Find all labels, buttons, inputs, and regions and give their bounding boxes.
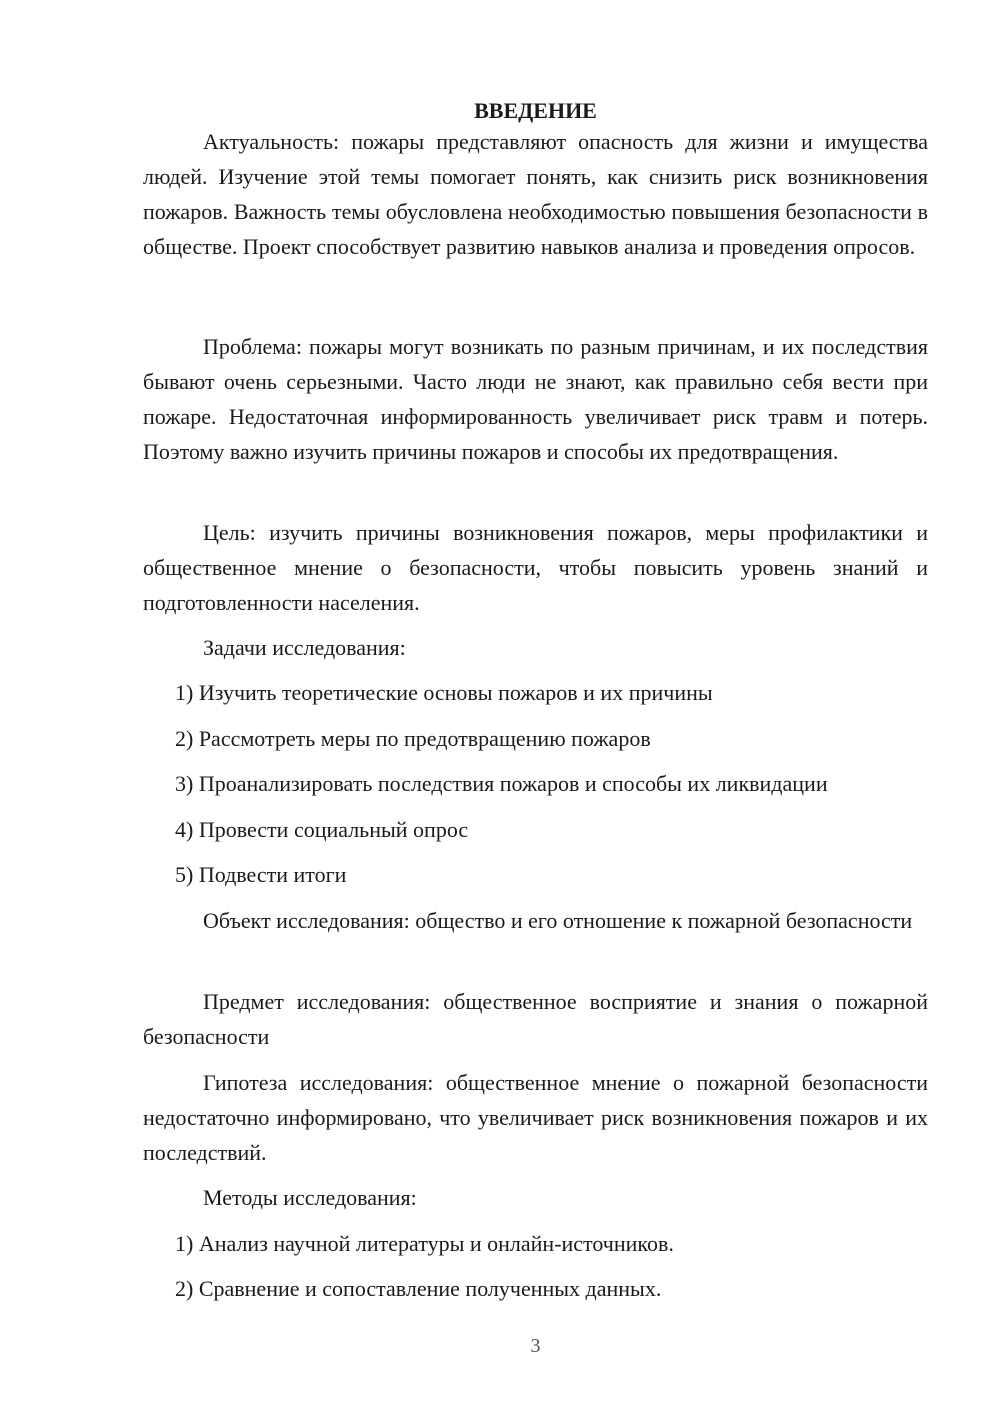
- paragraph-hypothesis: Гипотеза исследования: общественное мнение о пожарной безопасности недостаточно информировано, что увеличивает риск возникновения пожаров и их последствий.: [143, 1070, 928, 1165]
- paragraph-problem: Проблема: пожары могут возникать по разным причинам, и их последствия бывают очень серьезными. Часто люди не знают, как правильно себя вести при пожаре. Недостаточная информированность увеличивает риск травм и потерь. Поэтому важно изучить причины пожаров и способы их предотвращения.: [143, 334, 928, 464]
- task-item-5: 5) Подвести итоги: [175, 862, 347, 887]
- paragraph-subject: Предмет исследования: общественное восприятие и знания о пожарной безопасности: [143, 989, 928, 1049]
- paragraph-goal: Цель: изучить причины возникновения пожаров, меры профилактики и общественное мнение о безопасности, чтобы повысить уровень знаний и подготовленности населения.: [143, 520, 928, 615]
- section-title: ВВЕДЕНИЕ: [474, 98, 597, 123]
- paragraph-object: Объект исследования: общество и его отношение к пожарной безопасности: [203, 908, 913, 933]
- task-item-2: 2) Рассмотреть меры по предотвращению пожаров: [175, 726, 651, 751]
- task-item-4: 4) Провести социальный опрос: [175, 817, 469, 842]
- methods-heading: Методы исследования:: [203, 1185, 417, 1210]
- task-item-3: 3) Проанализировать последствия пожаров и способы их ликвидации: [175, 771, 828, 796]
- page-number: 3: [530, 1335, 541, 1357]
- method-item-1: 1) Анализ научной литературы и онлайн-источников.: [175, 1231, 674, 1256]
- task-item-1: 1) Изучить теоретические основы пожаров и их причины: [175, 680, 713, 705]
- paragraph-relevance: Актуальность: пожары представляют опасность для жизни и имущества людей. Изучение этой темы помогает понять, как снизить риск возникновения пожаров. Важность темы обусловлена необходимостью повышения безопасности в обществе. Проект способствует развитию навыков анализа и проведения опросов.: [143, 129, 928, 259]
- tasks-heading: Задачи исследования:: [203, 635, 406, 660]
- method-item-2: 2) Сравнение и сопоставление полученных данных.: [175, 1276, 662, 1301]
